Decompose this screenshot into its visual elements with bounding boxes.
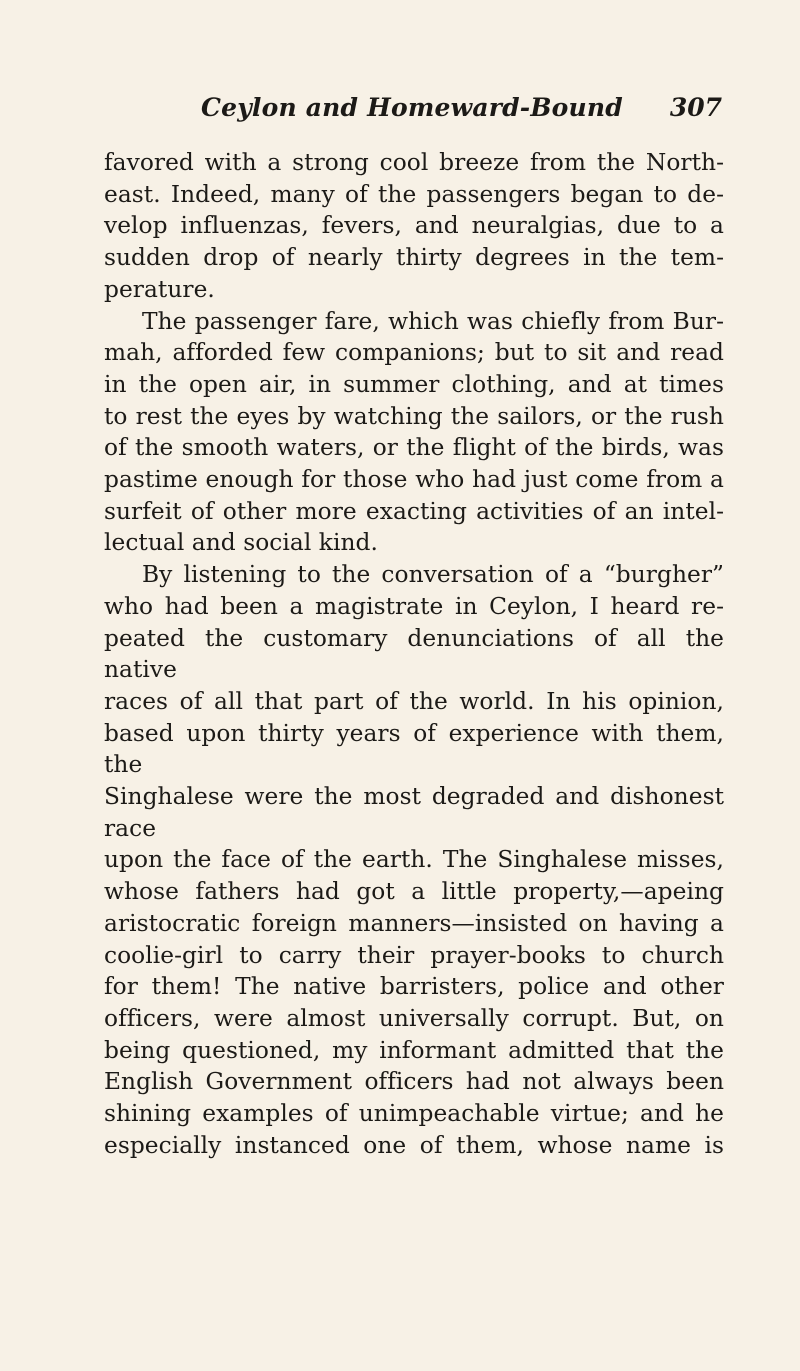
text-line: coolie-girl to carry their prayer-books to church: [104, 941, 724, 969]
text-line: By listening to the conversation of a “burgher”: [142, 561, 724, 589]
text-line: sudden drop of nearly thirty degrees in the tem-: [104, 244, 724, 272]
page-number: 307: [669, 93, 722, 122]
text-line: races of all that part of the world. In his opinion,: [104, 687, 724, 715]
text-line: lectual and social kind.: [104, 529, 378, 557]
running-head: [102, 92, 722, 132]
text-line: whose fathers had got a little property,—apeing: [104, 878, 724, 906]
text-line: mah, afforded few companions; but to sit and read: [104, 339, 724, 367]
text-line: aristocratic foreign manners—insisted on having a: [104, 909, 724, 937]
text-line: surfeit of other more exacting activities of an intel-: [104, 497, 724, 525]
text-line: velop influenzas, fevers, and neuralgias, due to a: [104, 212, 724, 240]
text-line: perature.: [104, 275, 215, 303]
running-title: Ceylon and Homeward-Bound: [201, 93, 623, 122]
text-line: Singhalese were the most degraded and dishonest race: [104, 783, 724, 842]
text-line: in the open air, in summer clothing, and at times: [104, 370, 724, 398]
text-line: upon the face of the earth. The Singhalese misses,: [104, 846, 724, 874]
text-line: of the smooth waters, or the flight of the birds, was: [104, 434, 724, 462]
text-line: for them! The native barristers, police and other: [104, 973, 724, 1001]
text-line: pastime enough for those who had just come from a: [104, 466, 724, 494]
text-line: peated the customary denunciations of all the native: [104, 624, 724, 684]
text-line: who had been a magistrate in Ceylon, I heard re-: [104, 592, 724, 620]
text-line: shining examples of unimpeachable virtue; and he: [104, 1100, 724, 1128]
text-line: based upon thirty years of experience with them, the: [104, 719, 724, 779]
text-line: The passenger fare, which was chiefly from Bur-: [142, 307, 724, 335]
text-line: east. Indeed, many of the passengers began to de-: [104, 180, 724, 208]
text-line: especially instanced one of them, whose name is: [104, 1131, 724, 1159]
text-line: officers, were almost universally corrupt. But, on: [104, 1004, 724, 1032]
body-text: [104, 147, 724, 1162]
text-line: favored with a strong cool breeze from the North-: [104, 149, 724, 176]
text-line: being questioned, my informant admitted that the: [104, 1036, 724, 1064]
text-line: English Government officers had not always been: [104, 1068, 724, 1096]
text-line: to rest the eyes by watching the sailors, or the rush: [104, 402, 724, 430]
